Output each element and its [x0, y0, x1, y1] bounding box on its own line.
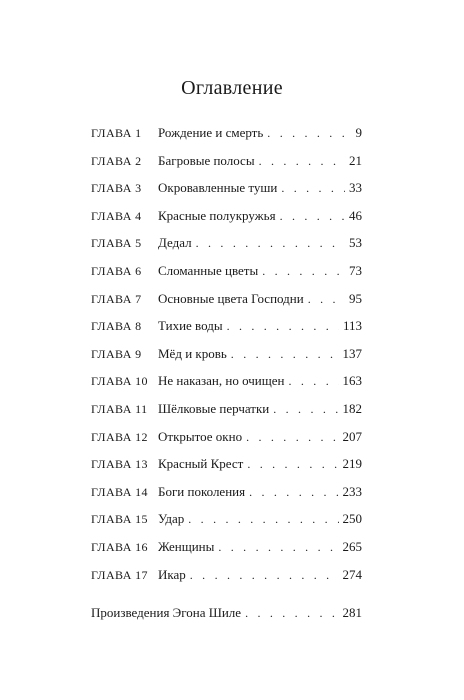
page-number: 137 — [342, 345, 362, 361]
toc-entry — [158, 317, 362, 335]
chapter-title: Удар — [158, 511, 185, 527]
works-title: Произведения Эгона Шиле — [91, 605, 242, 620]
dot-leader — [262, 262, 345, 280]
toc-row[interactable] — [91, 234, 362, 262]
chapter-title: Рождение и смерть — [158, 125, 264, 140]
page-number: 265 — [342, 538, 362, 554]
chapter-label: ГЛАВА 5 — [91, 236, 142, 251]
toc-entry — [158, 372, 362, 390]
dot-leader — [188, 510, 338, 528]
chapter-label: ГЛАВА 6 — [91, 263, 142, 278]
chapter-title: Икар — [158, 566, 186, 582]
toc-row[interactable] — [91, 428, 362, 456]
chapter-title: Дедал — [158, 235, 192, 251]
dot-leader — [289, 372, 339, 390]
chapter-title: Багровые полосы — [158, 152, 255, 168]
toc-row[interactable] — [91, 317, 362, 345]
toc-row[interactable] — [91, 179, 362, 207]
dot-leader — [308, 290, 345, 308]
toc-row[interactable] — [91, 372, 362, 400]
toc-entry — [158, 152, 362, 170]
chapter-title: Женщины — [158, 538, 215, 554]
chapter-label: ГЛАВА 7 — [91, 291, 142, 306]
chapter-title: Мёд и кровь — [158, 345, 227, 361]
dot-leader — [227, 317, 339, 335]
toc-row[interactable] — [91, 455, 362, 483]
page-number: 9 — [355, 125, 362, 140]
page-number: 113 — [342, 318, 362, 334]
toc-row[interactable] — [91, 400, 362, 428]
toc-entry — [158, 262, 362, 280]
chapter-label: ГЛАВА 13 — [91, 457, 148, 472]
chapter-title: Не наказан, но очищен — [158, 373, 285, 389]
chapter-label: ГЛАВА 2 — [91, 153, 142, 168]
page-number: 163 — [342, 373, 362, 389]
chapter-title: Тихие воды — [158, 318, 223, 334]
chapter-label: ГЛАВА 3 — [91, 181, 142, 196]
page-number: 33 — [349, 180, 362, 196]
toc-entry — [158, 290, 362, 308]
page-number: 73 — [349, 262, 362, 278]
chapter-label: ГЛАВА 15 — [91, 512, 148, 527]
chapter-label: ГЛАВА 11 — [91, 401, 148, 416]
page-number: 207 — [342, 428, 362, 444]
chapter-label: ГЛАВА 14 — [91, 484, 148, 499]
dot-leader — [196, 234, 345, 252]
chapter-label: ГЛАВА 1 — [91, 126, 142, 140]
page-title: Оглавление — [181, 77, 283, 99]
dot-leader — [247, 455, 338, 473]
chapter-label: ГЛАВА 4 — [91, 208, 142, 223]
toc-row[interactable] — [91, 483, 362, 511]
chapter-title: Основные цвета Господни — [158, 290, 304, 306]
toc-entry — [158, 538, 362, 556]
page-number: 274 — [342, 566, 362, 582]
toc-entry — [158, 207, 362, 225]
page-number: 182 — [342, 400, 362, 416]
chapter-label: ГЛАВА 12 — [91, 429, 148, 444]
toc-entry — [158, 566, 362, 584]
toc-row[interactable] — [91, 345, 362, 373]
toc-entry — [158, 234, 362, 252]
toc-entry — [158, 483, 362, 501]
dot-leader — [246, 428, 338, 446]
dot-leader — [249, 483, 338, 501]
toc-row[interactable] — [91, 538, 362, 566]
chapter-label: ГЛАВА 16 — [91, 539, 148, 554]
dot-leader — [267, 124, 351, 142]
chapter-title: Открытое окно — [158, 428, 243, 444]
dot-leader — [273, 400, 338, 418]
page-number: 233 — [342, 483, 362, 499]
chapter-label: ГЛАВА 9 — [91, 346, 142, 361]
page-number: 281 — [342, 605, 362, 620]
toc-entry — [158, 124, 362, 142]
chapter-title: Боги поколения — [158, 483, 246, 499]
page-number: 219 — [342, 456, 362, 472]
toc-row[interactable] — [91, 510, 362, 538]
page-number: 95 — [349, 290, 362, 306]
toc-entry — [158, 510, 362, 528]
dot-leader — [280, 207, 345, 225]
dot-leader — [245, 604, 338, 622]
page-number: 53 — [349, 235, 362, 251]
dot-leader — [190, 566, 339, 584]
dot-leader — [231, 345, 339, 363]
chapter-title: Красные полукружья — [158, 207, 276, 223]
dot-leader — [281, 179, 345, 197]
toc-entry — [158, 400, 362, 418]
toc-row[interactable] — [91, 207, 362, 235]
page-number: 46 — [349, 207, 362, 223]
toc-entry — [158, 428, 362, 446]
toc-row[interactable] — [91, 124, 362, 152]
toc-entry — [158, 179, 362, 197]
dot-leader — [218, 538, 338, 556]
table-of-contents — [91, 124, 362, 593]
toc-entry — [158, 455, 362, 473]
page-number: 21 — [349, 152, 362, 168]
page-number: 250 — [342, 511, 362, 527]
chapter-label: ГЛАВА 17 — [91, 567, 148, 582]
chapter-title: Сломанные цветы — [158, 262, 259, 278]
toc-entry — [158, 345, 362, 363]
chapter-label: ГЛАВА 10 — [91, 374, 148, 389]
chapter-label: ГЛАВА 8 — [91, 319, 142, 334]
chapter-title: Окровавленные туши — [158, 180, 278, 196]
toc-row[interactable] — [91, 262, 362, 290]
dot-leader — [259, 152, 345, 170]
chapter-title: Шёлковые перчатки — [158, 400, 270, 416]
toc-row[interactable] — [91, 290, 362, 318]
toc-row[interactable] — [91, 152, 362, 180]
toc-row-works[interactable] — [91, 604, 362, 622]
chapter-title: Красный Крест — [158, 456, 244, 472]
toc-row[interactable] — [91, 566, 362, 594]
